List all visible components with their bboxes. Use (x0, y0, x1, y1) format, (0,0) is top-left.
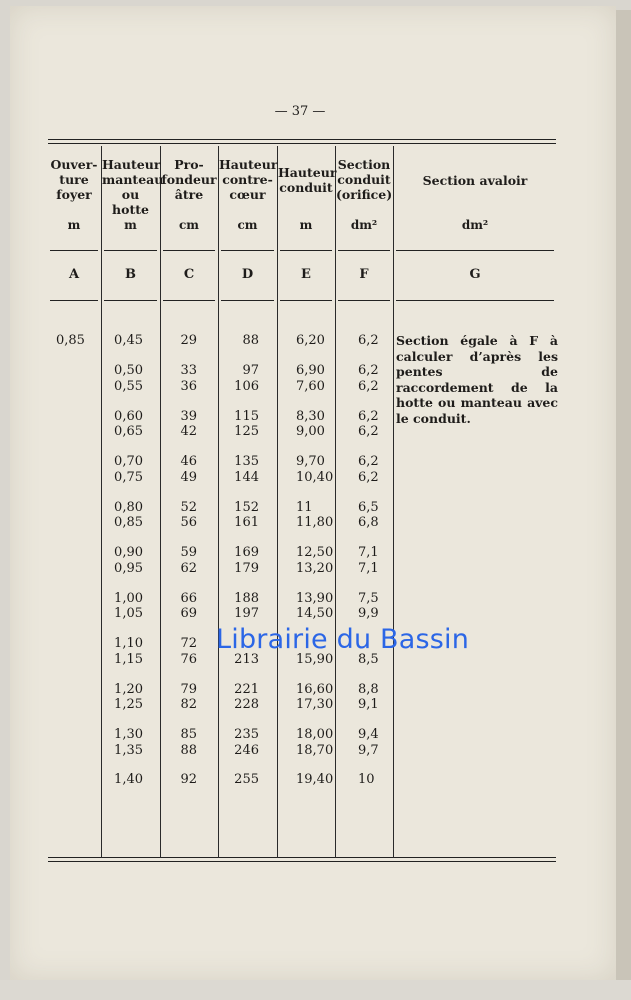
table-top-rule-2 (48, 143, 556, 144)
cell-col-e: 18,00 (296, 727, 334, 742)
cell-col-c: 56 (180, 515, 197, 530)
cell-col-d: 135 (234, 454, 259, 469)
cell-col-f: 8,5 (358, 651, 379, 667)
cell-col-c: 79 (180, 681, 197, 697)
cell-col-b: 1,20 (114, 681, 143, 697)
cell-col-b: 0,85 (114, 515, 143, 530)
column-header-line: Hauteur (102, 157, 161, 172)
cell-col-b: 0,55 (114, 378, 143, 394)
cell-col-c: 92 (180, 772, 197, 787)
header-unit-rule (221, 250, 274, 251)
cell-col-d: 152 (234, 499, 259, 515)
cell-col-b: 1,30 (114, 727, 143, 742)
cell-col-f: 6,2 (358, 454, 379, 469)
header-unit-rule (163, 250, 215, 251)
cell-col-c: 49 (180, 469, 197, 485)
column-header-line: manteau (102, 172, 164, 187)
column-letter-g: G (469, 267, 481, 282)
cell-col-c: 72 (180, 636, 197, 651)
cell-col-d: 125 (234, 424, 259, 439)
cell-col-b: 0,95 (114, 560, 143, 576)
section-avaloir-note: Section égale à F à calculer d’après les pentes de raccordement de la hotte ou manteau avec le conduit. (396, 333, 558, 426)
cell-col-c: 62 (180, 560, 197, 576)
cell-col-b: 1,00 (114, 590, 143, 606)
cell-col-d: 169 (234, 545, 259, 560)
column-unit-a: m (67, 218, 81, 232)
cell-col-d: 235 (234, 727, 259, 742)
cell-col-c: 69 (180, 606, 197, 621)
cell-col-c: 59 (180, 545, 197, 560)
cell-col-b: 0,50 (114, 363, 143, 378)
table-bottom-rule-2 (48, 861, 556, 862)
column-header-line: conduit (279, 180, 333, 195)
cell-col-e: 9,00 (296, 424, 325, 439)
cell-col-c: 66 (180, 590, 197, 606)
column-header-line: contre- (222, 172, 273, 187)
column-divider (335, 146, 336, 858)
cell-col-f: 8,8 (358, 681, 379, 697)
cell-col-f: 6,8 (358, 515, 379, 530)
column-unit-f: dm² (350, 218, 378, 232)
header-letter-rule (221, 300, 274, 301)
scan-background (0, 980, 631, 1000)
column-header-line: Section (337, 157, 391, 172)
watermark: Librairie du Bassin (216, 624, 470, 655)
cell-col-f: 9,7 (358, 742, 379, 758)
column-letter-c: C (183, 267, 195, 282)
page-number: — 37 — (274, 104, 326, 119)
cell-col-e: 12,50 (296, 545, 334, 560)
cell-col-c: 52 (180, 499, 197, 515)
cell-col-b: 1,40 (114, 772, 143, 787)
cell-col-f: 7,5 (358, 590, 379, 606)
cell-col-e: 16,60 (296, 681, 334, 697)
cell-col-c: 29 (180, 333, 197, 348)
cell-col-d: 228 (234, 697, 259, 712)
cell-col-c: 36 (180, 378, 197, 394)
cell-col-c: 76 (180, 651, 197, 667)
column-header-line: fondeur (161, 172, 217, 187)
header-letter-rule (104, 300, 157, 301)
column-header-c (161, 157, 217, 202)
column-header-line: ture (59, 172, 89, 187)
column-header-d (219, 157, 276, 202)
column-unit-e: m (299, 218, 313, 232)
cell-col-f: 7,1 (358, 545, 379, 560)
column-unit-b: m (124, 218, 137, 232)
table-bottom-rule (48, 857, 556, 858)
cell-col-d: 161 (234, 515, 259, 530)
cell-col-e: 6,90 (296, 363, 325, 378)
column-header-f (336, 157, 392, 202)
header-unit-rule (280, 250, 332, 251)
cell-col-e: 14,50 (296, 606, 334, 621)
column-header-g (394, 173, 556, 188)
cell-col-c: 82 (180, 697, 197, 712)
cell-col-f: 6,2 (358, 363, 379, 378)
cell-col-d: 197 (234, 606, 259, 621)
column-header-line: Hauteur (278, 165, 337, 180)
table-top-rule (48, 139, 556, 140)
cell-col-f: 9,4 (358, 727, 379, 742)
cell-col-c: 33 (180, 363, 197, 378)
cell-col-b: 0,45 (114, 333, 143, 348)
column-divider (160, 146, 161, 858)
column-letter-e: E (301, 267, 311, 282)
column-divider (101, 146, 102, 858)
page-edge (616, 10, 631, 980)
column-letter-d: D (241, 267, 254, 282)
cell-col-e: 11,80 (296, 515, 334, 530)
cell-col-f: 9,9 (358, 606, 379, 621)
cell-col-e: 13,20 (296, 560, 334, 576)
column-divider (277, 146, 278, 858)
cell-ouverture-foyer: 0,85 (56, 333, 85, 348)
column-header-line: cœur (229, 187, 266, 202)
cell-col-d: 179 (234, 560, 259, 576)
cell-col-c: 42 (180, 424, 197, 439)
cell-col-e: 11 (296, 499, 313, 515)
cell-col-e: 13,90 (296, 590, 334, 606)
cell-col-f: 7,1 (358, 560, 379, 576)
column-letter-a: A (68, 267, 80, 282)
cell-col-e: 18,70 (296, 742, 334, 758)
cell-col-b: 1,15 (114, 651, 143, 667)
cell-col-b: 0,60 (114, 408, 143, 424)
cell-col-b: 0,70 (114, 454, 143, 469)
cell-col-e: 10,40 (296, 469, 334, 485)
header-letter-rule (50, 300, 98, 301)
header-unit-rule (338, 250, 390, 251)
cell-col-b: 1,25 (114, 697, 143, 712)
cell-col-e: 19,40 (296, 772, 334, 787)
column-header-a (48, 157, 100, 202)
cell-col-c: 88 (180, 742, 197, 758)
column-header-line: Section avaloir (422, 173, 528, 188)
cell-col-d: 97 (242, 363, 259, 378)
cell-col-e: 17,30 (296, 697, 334, 712)
cell-col-f: 6,2 (358, 408, 379, 424)
cell-col-f: 6,2 (358, 333, 379, 348)
column-header-b (102, 157, 164, 217)
cell-col-e: 6,20 (296, 333, 325, 348)
cell-col-e: 15,90 (296, 651, 334, 667)
cell-col-b: 0,75 (114, 469, 143, 485)
column-header-e (278, 165, 337, 195)
cell-col-d: 221 (234, 681, 259, 697)
cell-col-b: 1,35 (114, 742, 143, 758)
cell-col-f: 10 (358, 772, 375, 787)
header-letter-rule (163, 300, 215, 301)
column-divider (218, 146, 219, 858)
column-divider (393, 146, 394, 858)
header-unit-rule (104, 250, 157, 251)
cell-col-d: 188 (234, 590, 259, 606)
cell-col-c: 85 (180, 727, 197, 742)
column-header-line: ou hotte (112, 187, 149, 217)
cell-col-f: 6,5 (358, 499, 379, 515)
cell-col-e: 8,30 (296, 408, 325, 424)
column-header-line: conduit (337, 172, 391, 187)
cell-col-f: 9,1 (358, 697, 379, 712)
column-header-line: Ouver- (50, 157, 98, 172)
cell-col-f: 6,2 (358, 378, 379, 394)
header-letter-rule (396, 300, 554, 301)
cell-col-d: 115 (234, 408, 259, 424)
cell-col-f: 6,2 (358, 424, 379, 439)
column-unit-c: cm (178, 218, 199, 232)
column-header-line: Pro- (174, 157, 204, 172)
cell-col-c: 39 (180, 408, 197, 424)
cell-col-d: 106 (234, 378, 259, 394)
column-header-line: Hauteur (219, 157, 278, 172)
cell-col-c: 46 (180, 454, 197, 469)
header-letter-rule (338, 300, 390, 301)
header-unit-rule (50, 250, 98, 251)
column-header-line: (orifice) (336, 187, 393, 202)
cell-col-d: 255 (234, 772, 259, 787)
cell-col-d: 88 (242, 333, 259, 348)
column-unit-g: dm² (461, 218, 489, 232)
cell-col-d: 144 (234, 469, 259, 485)
cell-col-b: 0,90 (114, 545, 143, 560)
cell-col-e: 7,60 (296, 378, 325, 394)
cell-col-d: 246 (234, 742, 259, 758)
cell-col-e: 9,70 (296, 454, 325, 469)
header-unit-rule (396, 250, 554, 251)
header-letter-rule (280, 300, 332, 301)
cell-col-d: 213 (234, 651, 259, 667)
column-unit-d: cm (237, 218, 258, 232)
cell-col-b: 1,10 (114, 636, 143, 651)
cell-col-b: 1,05 (114, 606, 143, 621)
cell-col-b: 0,65 (114, 424, 143, 439)
column-header-line: âtre (174, 187, 204, 202)
cell-col-f: 6,2 (358, 469, 379, 485)
column-letter-f: F (359, 267, 369, 282)
column-letter-b: B (125, 267, 136, 282)
column-header-line: foyer (56, 187, 92, 202)
cell-col-b: 0,80 (114, 499, 143, 515)
